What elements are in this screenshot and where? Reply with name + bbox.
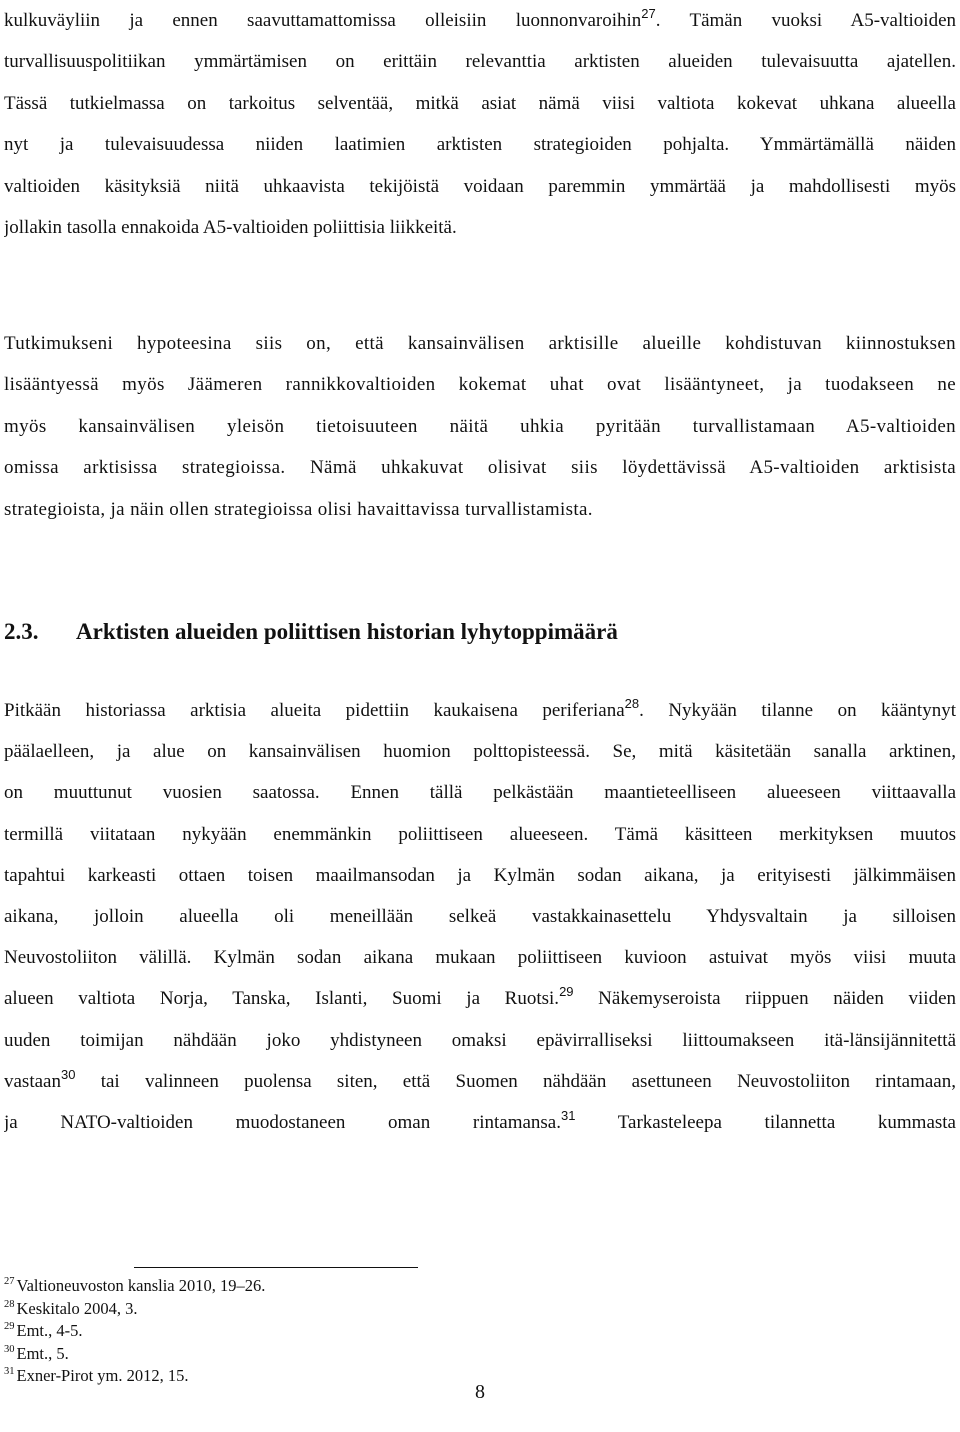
line-text: Neuvostoliiton välillä. Kylmän sodan aikana mukaan poliittiseen kuvioon astuivat myös viisi muuta [4,947,956,969]
footnote-text: Exner-Pirot ym. 2012, 15. [16,1366,189,1386]
line-text: alueen valtiota Norja, Tanska, Islanti, Suomi ja Ruotsi. [4,988,560,1010]
page-number: 8 [475,1381,485,1403]
footnote-text: Valtioneuvoston kanslia 2010, 19–26. [16,1276,266,1295]
line-text: . Tämän vuoksi A5-valtioiden [655,10,956,31]
paragraph-line [4,41,956,82]
footnote-ref-30: 30 [60,1066,76,1082]
line-text: Näkemyseroista riippuen näiden viiden [573,988,956,1010]
line-text: Tutkimukseni hypoteesina siis on, että kansainvälisen arktisille alueille kohdistuvan kiinnostuksen [4,333,956,354]
paragraph-line [4,447,956,488]
line-text: termillä viitataan nykyään enemmänkin poliittiseen alueeseen. Tämä käsitteen merkityksen muutos [4,823,956,845]
line-text: . Nykyään tilanne on kääntynyt [639,700,956,721]
footnote-number: 28 [4,1298,15,1310]
line-text: kulkuväyliin ja ennen saavuttamattomissa olleisiin luonnonvaroihin [4,10,642,31]
line-text: valtioiden käsityksiä niitä uhkaavista tekijöistä voidaan paremmin ymmärtää ja mahdollisesti myös [4,175,956,197]
paragraph-line [4,978,956,1019]
line-text: Tarkasteleepa tilannetta kummasta [575,1112,956,1134]
paragraph-line [4,323,956,364]
footnote-item [4,1343,265,1366]
footnote-ref-31: 31 [560,1108,576,1124]
footnote-item [4,1298,265,1321]
paragraph-3 [4,690,956,1143]
paragraph-2 [4,323,956,530]
footnote-text: Emt., 4-5. [16,1321,83,1341]
line-text: turvallisuuspolitiikan ymmärtämisen on erittäin relevanttia arktisten alueiden tulevaisuutta ajatellen. [4,51,956,73]
line-text: lisääntyessä myös Jäämeren rannikkovaltioiden kokemat uhat ovat lisääntyneet, ja tuodakseen ne [4,374,956,396]
footnote-number: 27 [4,1276,15,1287]
footnote-ref-27: 27 [641,6,656,21]
paragraph-line [4,166,956,207]
paragraph-line [4,772,956,813]
paragraph-line [4,937,956,978]
paragraph-line [4,1102,956,1143]
paragraph-line [4,489,956,530]
line-text: omissa arktisissa strategioissa. Nämä uhkakuvat olisivat siis löydettävissä A5-valtioiden arktisista [4,457,956,479]
line-text: Pitkään historiassa arktisia alueita pidettiin kaukaisena periferiana [4,700,625,721]
footnote-ref-28: 28 [624,696,640,711]
line-text: nyt ja tulevaisuudessa niiden laatimien arktisten strategioiden pohjalta. Ymmärtämällä näiden [4,134,956,156]
paragraph-line [4,690,956,731]
footnote-number: 31 [4,1366,15,1378]
footnote-item [4,1320,265,1343]
line-text: on muuttunut vuosien saatossa. Ennen tällä pelkästään maantieteelliseen alueeseen viittaavalla [4,782,956,804]
footnote-separator [134,1267,418,1268]
section-number: 2.3. [4,619,39,644]
line-text: aikana, jolloin alueella oli meneillään selkeä vastakkainasettelu Yhdysvaltain ja silloisen [4,906,956,928]
line-text: tai valinneen puolensa siten, että Suomen nähdään asettuneen Neuvostoliiton rintamaan, [75,1070,956,1092]
paragraph-line [4,124,956,165]
footnote-item [4,1275,265,1298]
line-text: Tässä tutkielmassa on tarkoitus selventää, mitkä asiat nämä viisi valtiota kokevat uhkana alueella [4,92,956,114]
line-text: päälaelleen, ja alue on kansainvälisen huomion polttopisteessä. Se, mitä käsitetään sanalla arktinen, [4,741,956,763]
paragraph-line [4,0,956,41]
footnote-number: 29 [4,1321,15,1333]
section-title: Arktisten alueiden poliittisen historian lyhytoppimäärä [76,619,618,644]
paragraph-line [4,83,956,124]
paragraph-line [4,364,956,405]
footnote-list [4,1275,265,1388]
paragraph-1 [4,0,956,248]
footnote-text: Keskitalo 2004, 3. [16,1298,138,1318]
paragraph-line [4,731,956,772]
line-text: jollakin tasolla ennakoida A5-valtioiden poliittisia liikkeitä. [4,217,457,239]
line-text: tapahtui karkeasti ottaen toisen maailmansodan ja Kylmän sodan aikana, ja erityisesti jälkimmäisen [4,864,956,886]
line-text: strategioista, ja näin ollen strategioissa olisi havaittavissa turvallistamista. [4,498,593,520]
document-page [4,0,956,1432]
paragraph-line [4,1061,956,1102]
line-text: ja NATO-valtioiden muodostaneen oman rintamansa. [4,1112,561,1134]
paragraph-line [4,1020,956,1061]
section-heading [4,612,618,652]
footnote-text: Emt., 5. [16,1343,69,1363]
line-text: myös kansainvälisen yleisön tietoisuuteen näitä uhkia pyritään turvallistamaan A5-valtioiden [4,415,956,437]
line-text: vastaan [4,1070,61,1092]
paragraph-line [4,855,956,896]
paragraph-line [4,814,956,855]
paragraph-line [4,207,956,248]
paragraph-line [4,406,956,447]
footnote-ref-29: 29 [559,984,574,1000]
line-text: uuden toimijan nähdään joko yhdistyneen omaksi epävirralliseksi liittoumakseen itä-länsijännitettä [4,1029,956,1051]
footnote-number: 30 [4,1343,15,1355]
paragraph-line [4,896,956,937]
